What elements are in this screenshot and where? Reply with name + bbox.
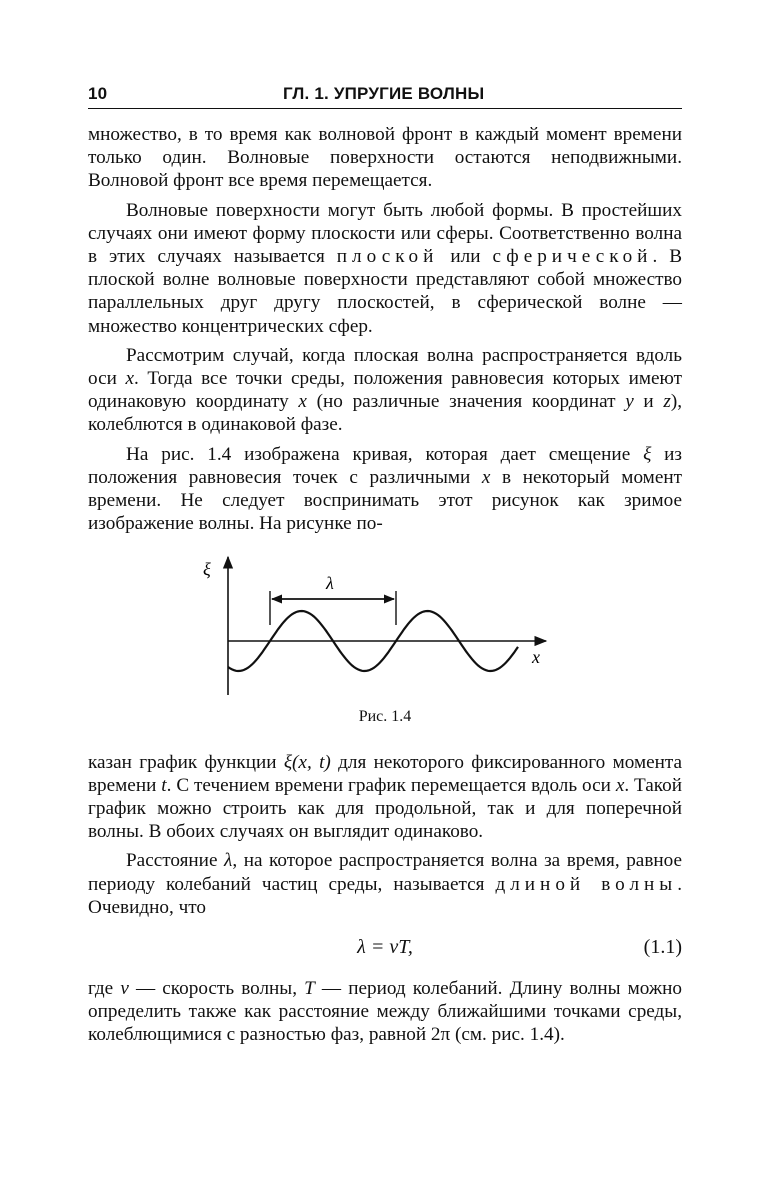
term-wavelength: длиной волны: [495, 873, 678, 895]
y-axis-label: ξ: [203, 559, 211, 580]
x-axis-label: x: [532, 647, 540, 668]
paragraph-5: казан график функции ξ(x, t) для некоторого фиксированного момента времени t. С течением времени график перемещается вдоль оси x. Такой график можно строить как для продольной, так и для поперечной волны. В обоих случаях он выглядит одинаково.: [88, 751, 683, 843]
chapter-title: ГЛ. 1. УПРУГИЕ ВОЛНЫ: [282, 84, 485, 103]
page-number: 10: [88, 84, 108, 103]
paragraph-6: Расстояние λ, на которое распространяется волна за время, равное периоду колебаний частиц среды, называется длиной волны. Очевидно, что: [88, 850, 682, 918]
lambda-label: λ: [326, 573, 334, 594]
term-spherical: сферической: [492, 246, 653, 268]
page-header: [88, 80, 682, 109]
equation-formula: λ = vT,: [357, 936, 413, 959]
body-text: [88, 123, 682, 1047]
paragraph-3: Рассмотрим случай, когда плоская волна распространяется вдоль оси x. Тогда все точки среды, положения равновесия которых имеют одинаковую координату x (но различные значения координат y и z), колеблются в одинаковой фазе.: [88, 344, 683, 436]
figure-caption: Рис. 1.4: [358, 708, 412, 726]
paragraph-7: где v — скорость волны, T — период колебаний. Длину волны можно определить также как расстояние между ближайшими точками среды, колеблющимися с разностью фаз, равной 2π (см. рис. 1.4).: [88, 978, 683, 1046]
wave-diagram: [88, 543, 682, 703]
paragraph-1: множество, в то время как волновой фронт в каждый момент времени только один. Волновые поверхности остаются неподвижными. Волновой фронт все время перемещается.: [88, 124, 682, 192]
paragraph-4: На рис. 1.4 изображена кривая, которая дает смещение ξ из положения равновесия точек с различными x в некоторый момент времени. Не следует воспринимать этот рисунок как зримое изображение волны. На рисунке по-: [88, 443, 683, 535]
book-page: [88, 80, 682, 1053]
figure-1-4: [88, 543, 682, 703]
equation-1-1: [88, 933, 682, 961]
equation-number: (1.1): [643, 936, 682, 959]
term-plane: плоской: [336, 246, 439, 268]
paragraph-2: Волновые поверхности могут быть любой формы. В простейших случаях они имеют форму плоскости или сферы. Соответственно волна в этих случаях называется плоской или сферической. В плоской волне волновые поверхности представляют собой множество параллельных друг другу плоскостей, в сферической волне — множество концентрических сфер.: [88, 199, 683, 337]
